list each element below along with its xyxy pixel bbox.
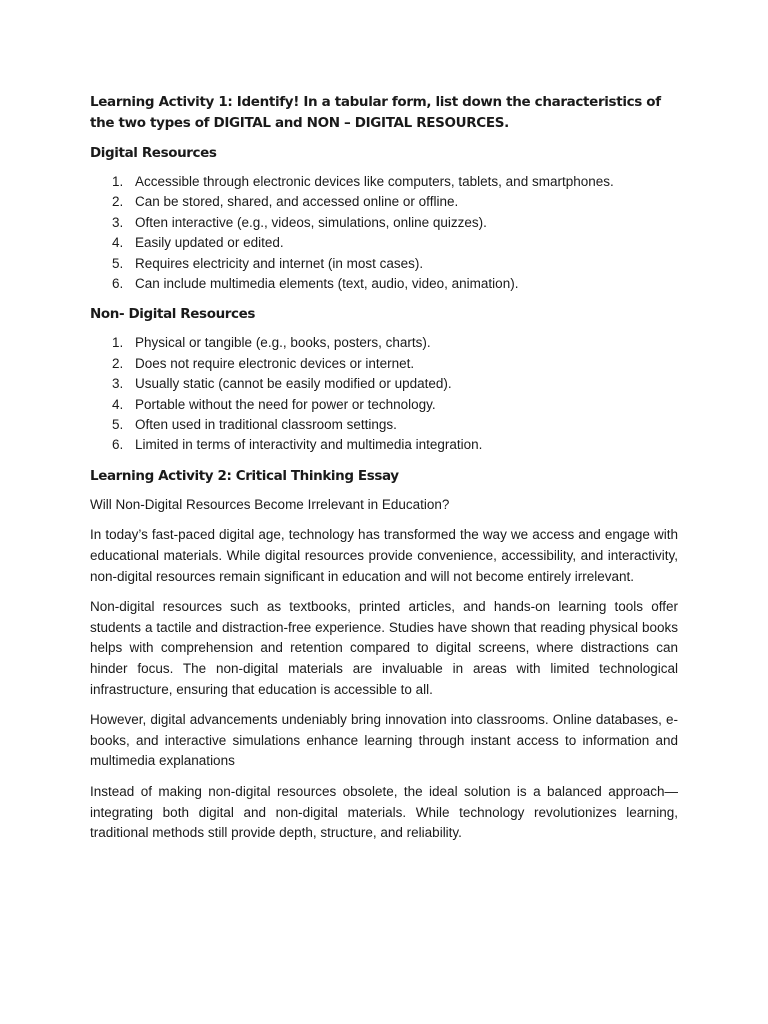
list-item-text: Does not require electronic devices or internet.: [135, 355, 415, 371]
digital-resources-heading: Digital Resources: [90, 145, 217, 161]
list-item: [90, 233, 678, 253]
digital-resources-list: [90, 172, 678, 294]
list-number: 4.: [112, 235, 124, 251]
list-item-text: Accessible through electronic devices like computers, tablets, and smartphones.: [135, 174, 614, 189]
list-item: [90, 213, 678, 233]
list-item: [90, 374, 678, 394]
list-item: [90, 435, 678, 455]
list-number: 3.: [112, 214, 124, 230]
document-page: [90, 92, 678, 854]
list-number: 3.: [112, 376, 124, 392]
list-number: 4.: [112, 396, 124, 412]
list-number: 5.: [112, 417, 124, 433]
list-number: 6.: [112, 437, 124, 453]
activity1-title: Learning Activity 1: Identify! In a tabular form, list down the characteristics of the two types of DIGITAL and NON – DIGITAL RESOURCES.: [90, 94, 661, 131]
non-digital-resources-list: [90, 333, 678, 455]
essay-paragraph: Non-digital resources such as textbooks, printed articles, and hands-on learning tools offer students a tactile and distraction-free experience. Studies have shown that reading physical books helps with comprehension and retention compared to digital screens, where distractions can hinder focus. The non-digital materials are invaluable in areas with limited technological infrastructure, ensuring that education is accessible to all.: [90, 599, 678, 697]
essay-question: Will Non-Digital Resources Become Irrelevant in Education?: [90, 496, 450, 512]
list-item: [90, 333, 678, 353]
list-item-text: Requires electricity and internet (in most cases).: [135, 255, 424, 271]
list-number: 1.: [112, 174, 124, 189]
list-item: [90, 192, 678, 212]
list-number: 1.: [112, 335, 124, 351]
essay-paragraph: In today’s fast-paced digital age, technology has transformed the way we access and engage with educational materials. While digital resources provide convenience, accessibility, and interactivity, non-digital resources remain significant in education and will not become entirely irrelevant.: [90, 527, 678, 584]
list-item-text: Often interactive (e.g., videos, simulations, online quizzes).: [135, 214, 487, 230]
list-number: 2.: [112, 194, 124, 210]
non-digital-resources-heading: Non- Digital Resources: [90, 306, 256, 323]
list-item: [90, 254, 678, 274]
list-item: [90, 172, 678, 192]
list-item: [90, 395, 678, 415]
list-number: 6.: [112, 276, 124, 292]
list-item-text: Usually static (cannot be easily modified or updated).: [135, 376, 452, 392]
list-item-text: Portable without the need for power or technology.: [135, 396, 436, 412]
activity2-title: Learning Activity 2: Critical Thinking Essay: [90, 467, 399, 484]
list-item-text: Easily updated or edited.: [135, 235, 284, 251]
essay-paragraph: However, digital advancements undeniably bring innovation into classrooms. Online databases, e-books, and interactive simulations enhance learning through instant access to information and multimedia explanations: [90, 712, 678, 769]
list-item-text: Can include multimedia elements (text, audio, video, animation).: [135, 276, 519, 292]
list-number: 2.: [112, 355, 124, 371]
list-item-text: Can be stored, shared, and accessed online or offline.: [135, 194, 459, 210]
list-item: [90, 274, 678, 294]
list-item-text: Limited in terms of interactivity and multimedia integration.: [135, 437, 483, 453]
list-item-text: Physical or tangible (e.g., books, posters, charts).: [135, 335, 431, 351]
list-item-text: Often used in traditional classroom settings.: [135, 417, 397, 433]
essay-paragraph: Instead of making non-digital resources obsolete, the ideal solution is a balanced approach—integrating both digital and non-digital materials. While technology revolutionizes learning, traditional methods still provide depth, structure, and reliability.: [90, 784, 678, 841]
list-item: [90, 415, 678, 435]
list-item: [90, 354, 678, 374]
list-number: 5.: [112, 255, 124, 271]
